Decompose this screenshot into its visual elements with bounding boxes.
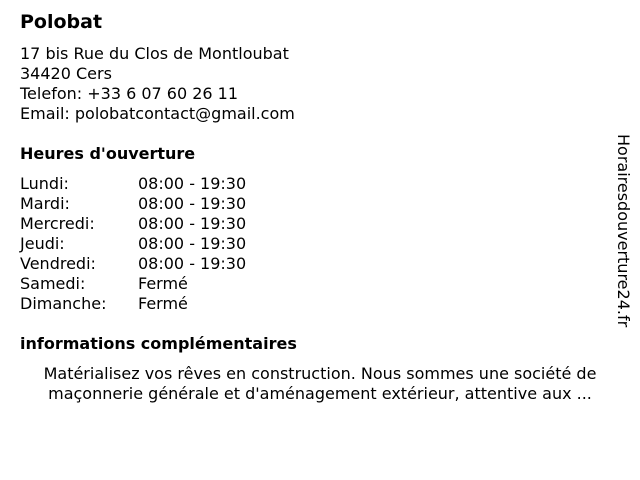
day-label: Lundi: xyxy=(20,174,69,193)
contact-block xyxy=(20,44,295,124)
day-label: Jeudi: xyxy=(20,234,65,253)
hours-row-saturday xyxy=(20,274,246,294)
hours-row-sunday xyxy=(20,294,246,314)
hours-row-tuesday xyxy=(20,194,246,214)
opening-hours-table xyxy=(20,174,246,314)
address-line-street: 17 bis Rue du Clos de Montloubat xyxy=(20,44,289,63)
day-label: Samedi: xyxy=(20,274,86,293)
day-label: Mercredi: xyxy=(20,214,95,233)
email-line: Email: polobatcontact@gmail.com xyxy=(20,104,295,123)
hours-row-monday xyxy=(20,174,246,194)
time-value: Fermé xyxy=(138,274,188,293)
hours-row-wednesday xyxy=(20,214,246,234)
time-value: Fermé xyxy=(138,294,188,313)
time-value: 08:00 - 19:30 xyxy=(138,194,247,213)
day-label: Mardi: xyxy=(20,194,70,213)
time-value: 08:00 - 19:30 xyxy=(138,234,247,253)
hours-row-thursday xyxy=(20,234,246,254)
time-value: 08:00 - 19:30 xyxy=(138,174,247,193)
site-watermark: Horairesdouverture24.fr xyxy=(614,134,633,328)
address-line-city: 34420 Cers xyxy=(20,64,112,83)
additional-info-heading: informations complémentaires xyxy=(20,334,297,353)
phone-line: Telefon: +33 6 07 60 26 11 xyxy=(20,84,239,103)
business-name: Polobat xyxy=(20,11,103,33)
opening-hours-heading: Heures d'ouverture xyxy=(20,144,196,163)
day-label: Dimanche: xyxy=(20,294,107,313)
hours-row-friday xyxy=(20,254,246,274)
time-value: 08:00 - 19:30 xyxy=(138,254,247,273)
day-label: Vendredi: xyxy=(20,254,96,273)
time-value: 08:00 - 19:30 xyxy=(138,214,247,233)
business-description: Matérialisez vos rêves en construction. Nous sommes une société de maçonnerie générale et d'aménagement extérieur, attentive aux ... xyxy=(43,364,597,403)
